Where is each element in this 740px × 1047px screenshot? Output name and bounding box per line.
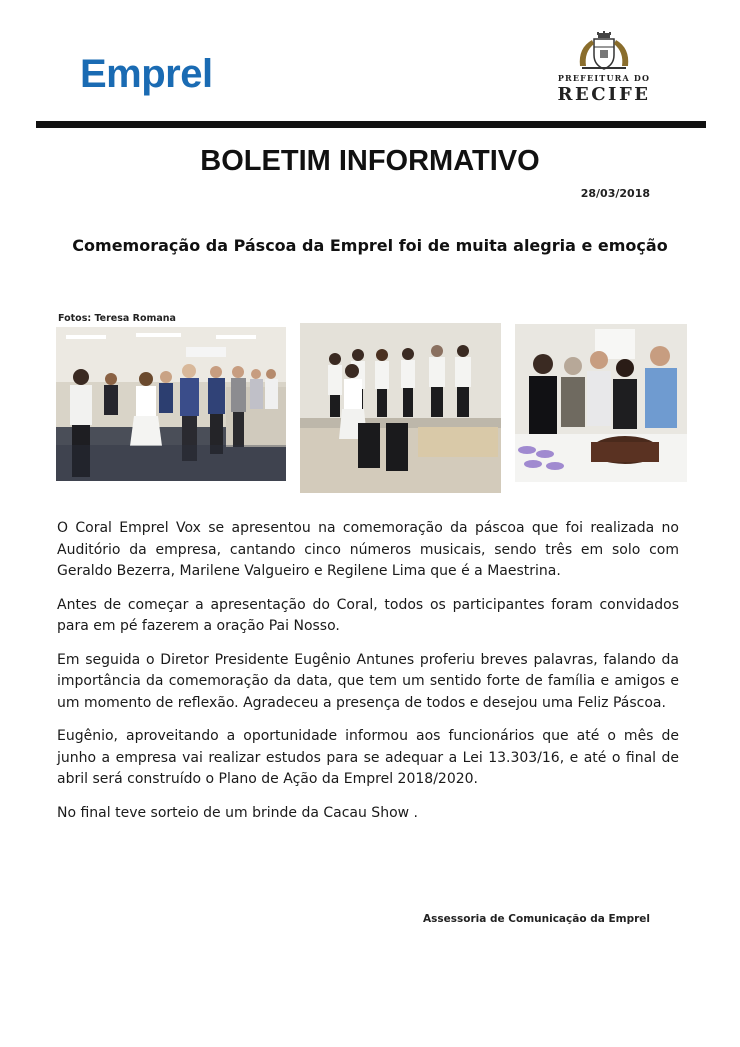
- article-body: [57, 518, 679, 836]
- bulletin-date: 28/03/2018: [580, 187, 650, 200]
- page-title: BOLETIM INFORMATIVO: [200, 145, 540, 177]
- prefeitura-label: PREFEITURA DO: [557, 73, 651, 83]
- paragraph-2: Antes de começar a apresentação do Coral, todos os participantes foram convidados para em pé fazerem a oração Pai Nosso.: [57, 596, 679, 634]
- paragraph-5: No final teve sorteio de um brinde da Cacau Show .: [57, 804, 418, 821]
- city-label: RECIFE: [557, 84, 651, 105]
- emprel-logo: Emprel: [80, 52, 213, 96]
- paragraph-4: Eugênio, aproveitando a oportunidade informou aos funcionários que até o mês de junho a empresa vai realizar estudos para se adequar a Lei 13.303/16, e até o final de abril será construído o Plano de Ação da Emprel 2018/2020.: [57, 728, 679, 787]
- article-headline: Comemoração da Páscoa da Emprel foi de muita alegria e emoção: [72, 236, 668, 255]
- header-divider: [36, 121, 706, 128]
- paragraph-1: O Coral Emprel Vox se apresentou na comemoração da páscoa que foi realizada no Auditório da empresa, cantando cinco números musicais, sendo três em solo com Geraldo Bezerra, Marilene Valgueiro e Regilene Lima que é a Maestrina.: [57, 520, 679, 579]
- paragraph-3: Em seguida o Diretor Presidente Eugênio Antunes proferiu breves palavras, falando da importância da comemoração da data, que tem um sentido forte de família e amigos e um momento de reflexão. Agradeceu a presença de todos e desejou uma Feliz Páscoa.: [57, 651, 679, 711]
- photo-auditorium-audience: [56, 327, 286, 481]
- recife-coat-of-arms-icon: [574, 30, 634, 72]
- photo-cake-group: [515, 324, 687, 482]
- signature: Assessoria de Comunicação da Emprel: [423, 913, 650, 925]
- photo-choir-stage: [300, 323, 501, 493]
- photo-credit: Fotos: Teresa Romana: [58, 313, 176, 324]
